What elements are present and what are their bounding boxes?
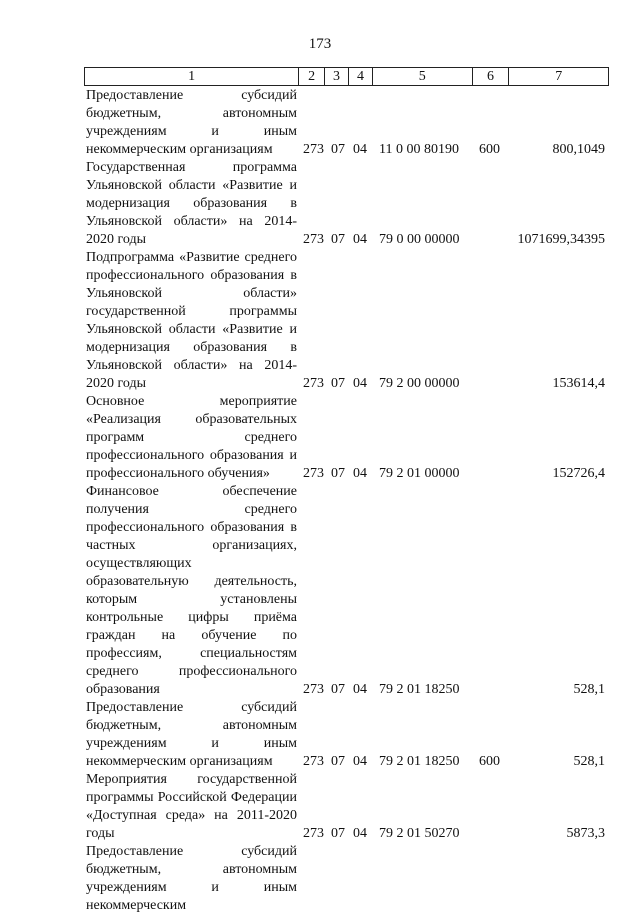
row-code-6: 600: [479, 754, 500, 769]
row-description: Основное мероприятие «Реализация образовательных программ среднего профессионального образования и профессионального обучения»: [86, 394, 297, 481]
row-code-4: 04: [353, 232, 367, 247]
row-code-5: 79 2 01 00000: [379, 466, 460, 481]
row-amount: 528,1: [573, 682, 605, 697]
row-amount: 800,1049: [552, 142, 605, 157]
header-col-1: 1: [85, 68, 299, 85]
row-code-2: 273: [303, 142, 324, 157]
header-col-3: 3: [325, 68, 349, 85]
row-code-4: 04: [353, 826, 367, 841]
row-code-4: 04: [353, 754, 367, 769]
header-col-5: 5: [373, 68, 473, 85]
row-description: Мероприятия государственной программы Российской Федерации «Доступная среда» на 2011-2020 годы: [86, 772, 297, 841]
table-header: [84, 67, 609, 86]
row-code-2: 273: [303, 754, 324, 769]
row-code-4: 04: [353, 376, 367, 391]
table-row: [86, 393, 609, 483]
table-row: [86, 87, 609, 159]
row-code-5: 11 0 00 80190: [379, 142, 459, 157]
row-code-2: 273: [303, 232, 324, 247]
header-col-6: 6: [473, 68, 510, 85]
header-col-7: 7: [555, 69, 563, 84]
header-col-4: 4: [349, 68, 373, 85]
header-col-2: 2: [299, 68, 325, 85]
row-code-3: 07: [331, 754, 345, 769]
row-code-4: 04: [353, 466, 367, 481]
row-code-3: 07: [331, 142, 345, 157]
row-code-5: 79 2 01 18250: [379, 754, 460, 769]
row-amount: 5873,3: [566, 826, 605, 841]
row-code-4: 04: [353, 142, 367, 157]
row-code-3: 07: [331, 826, 345, 841]
row-code-5: 79 2 01 50270: [379, 826, 460, 841]
row-code-5: 79 2 01 18250: [379, 682, 460, 697]
row-amount: 1071699,34395: [517, 232, 605, 247]
table-row: [86, 843, 609, 915]
row-description: Государственная программа Ульяновской области «Развитие и модернизация образования в Ульяновской области» на 2014-2020 годы: [86, 160, 297, 247]
row-code-5: 79 0 00 00000: [379, 232, 460, 247]
row-code-3: 07: [331, 682, 345, 697]
row-code-2: 273: [303, 376, 324, 391]
table-row: [86, 699, 609, 771]
row-description: Предоставление субсидий бюджетным, автономным учреждениям и иным некоммерческим: [86, 844, 297, 913]
table-row: [86, 249, 609, 393]
table-row: [86, 159, 609, 249]
row-code-4: 04: [353, 682, 367, 697]
row-description: Предоставление субсидий бюджетным, автономным учреждениям и иным некоммерческим организациям: [86, 700, 297, 769]
row-code-2: 273: [303, 466, 324, 481]
row-amount: 528,1: [573, 754, 605, 769]
table-body: [86, 87, 609, 915]
row-code-3: 07: [331, 466, 345, 481]
row-code-3: 07: [331, 376, 345, 391]
row-description: Предоставление субсидий бюджетным, автономным учреждениям и иным некоммерческим организациям: [86, 88, 297, 157]
row-code-2: 273: [303, 682, 324, 697]
row-description: Финансовое обеспечение получения среднего профессионального образования в частных организациях, осуществляющих образовательную деятельность, которым установлены контрольные цифры приёма граждан на обучение по профессиям, специальностям среднего профессионального образования: [86, 484, 297, 697]
row-code-3: 07: [331, 232, 345, 247]
row-description: Подпрограмма «Развитие среднего профессионального образования в Ульяновской области» государственной программы Ульяновской области «Развитие и модернизация образования в Ульяновской области» на 2014-2020 годы: [86, 250, 297, 391]
page-number: 173: [308, 36, 332, 52]
row-code-5: 79 2 00 00000: [379, 376, 460, 391]
table-row: [86, 483, 609, 699]
row-code-6: 600: [479, 142, 500, 157]
table-row: [86, 771, 609, 843]
row-amount: 152726,4: [552, 466, 605, 481]
row-code-2: 273: [303, 826, 324, 841]
row-amount: 153614,4: [552, 376, 605, 391]
